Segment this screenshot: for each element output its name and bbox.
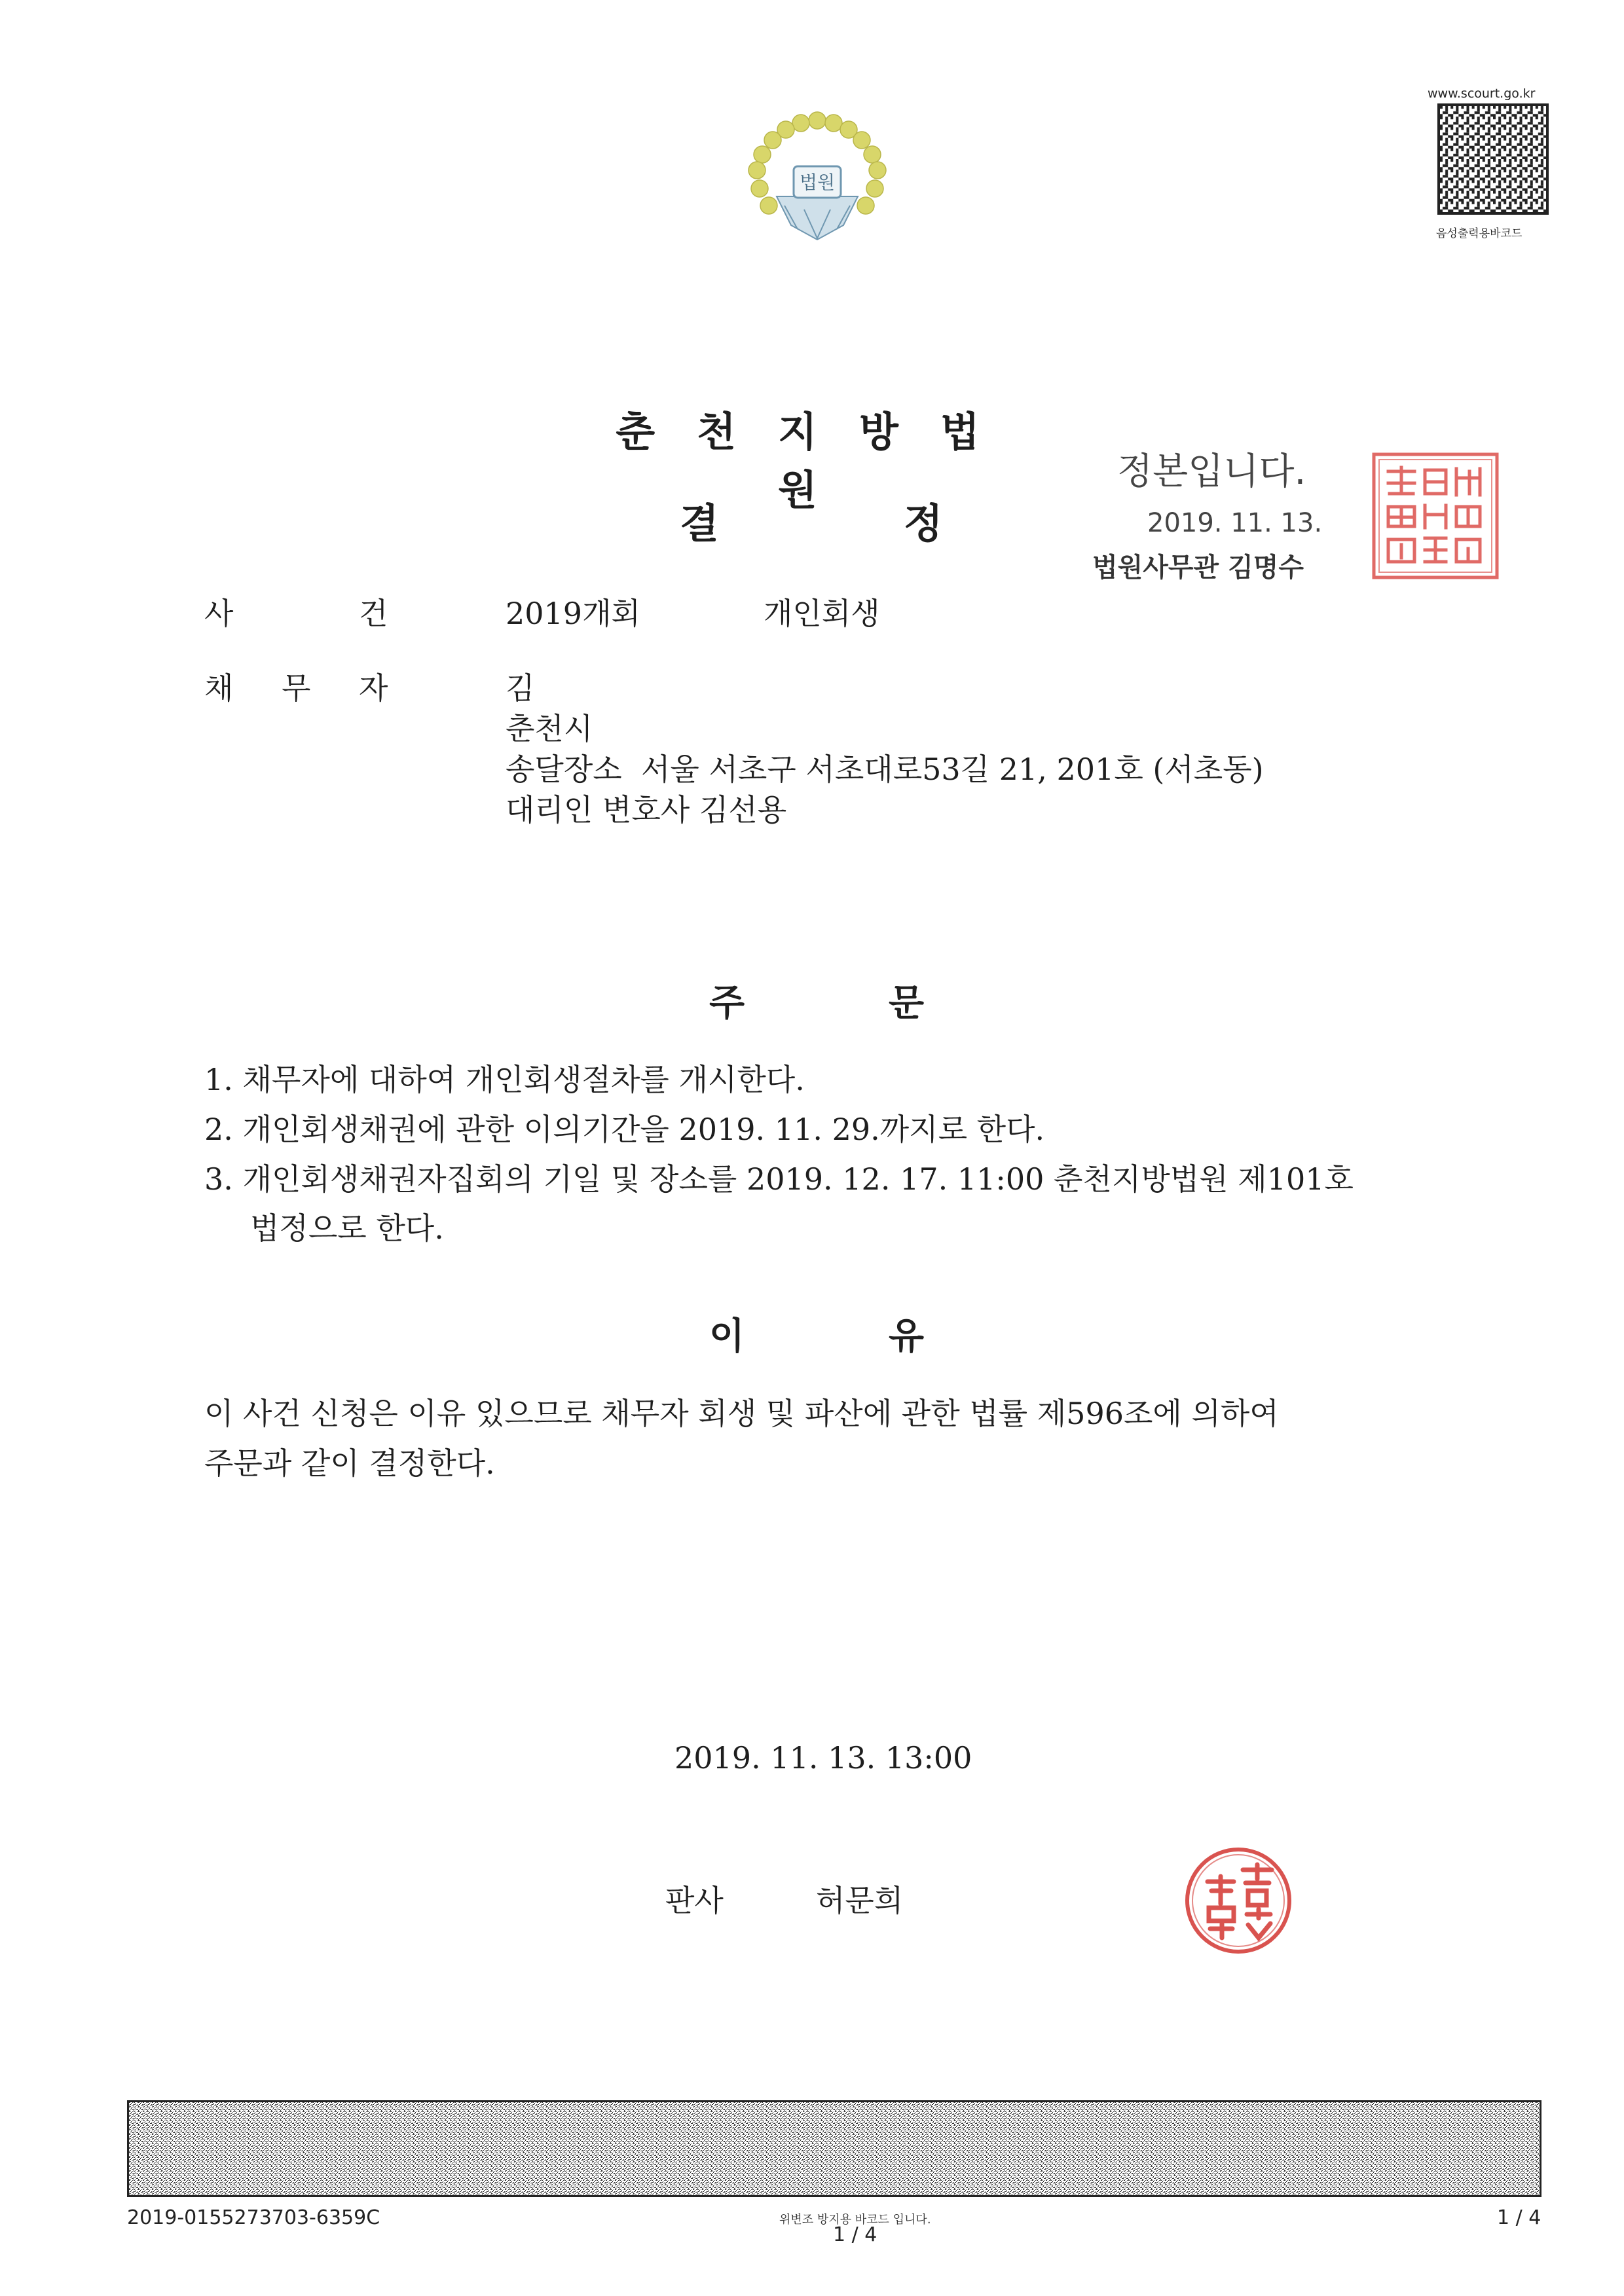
court-name: 춘천지방법원 — [616, 408, 1022, 514]
case-label-char-2: 건 — [359, 596, 388, 631]
court-officer: 법원사무관 김명수 — [1092, 553, 1304, 583]
case-label-char-1: 사 — [204, 596, 234, 631]
certified-copy-date: 2019. 11. 13. — [1147, 508, 1323, 538]
order-heading-char-1: 주 — [709, 982, 745, 1025]
debtor-address: 춘천시 — [506, 711, 593, 746]
case-number: 2019개회 — [506, 596, 640, 631]
case-name: 개인회생 — [764, 596, 880, 631]
judge-name: 허문희 — [816, 1883, 904, 1918]
case-label — [204, 596, 388, 631]
document-title — [680, 491, 943, 549]
anti-forgery-barcode — [127, 2100, 1541, 2197]
page-number-center: 1 / 4 — [833, 2223, 877, 2246]
document-id: 2019-0155273703-6359C — [127, 2206, 380, 2229]
order-item-3-continued: 법정으로 한다. — [250, 1211, 444, 1246]
reason-line-1: 이 사건 신청은 이유 있으므로 채무자 회생 및 파산에 관한 법률 제596조에 의하여 — [204, 1396, 1279, 1431]
document-title-char-1: 결 — [680, 500, 719, 547]
court-seal-icon — [1371, 452, 1500, 580]
qr-caption: 음성출력용바코드 — [1436, 227, 1522, 240]
order-item-2: 2. 개인회생채권에 관한 이의기간을 2019. 11. 29.까지로 한다. — [204, 1112, 1045, 1147]
reason-heading-char-1: 이 — [709, 1315, 745, 1358]
order-heading-char-2: 문 — [889, 982, 925, 1025]
decision-datetime: 2019. 11. 13. 13:00 — [674, 1740, 972, 1776]
debtor-name: 김 — [506, 670, 535, 706]
debtor-label-char-1: 채 — [204, 670, 234, 706]
debtor-label-char-3: 자 — [359, 670, 388, 706]
barcode-pattern-icon — [129, 2102, 1540, 2195]
debtor-delivery-address: 송달장소 서울 서초구 서초대로53길 21, 201호 (서초동) — [506, 752, 1264, 787]
order-item-1: 1. 채무자에 대하여 개인회생절차를 개시한다. — [204, 1062, 805, 1097]
page-number-right: 1 / 4 — [1497, 2206, 1541, 2229]
judge-seal-icon — [1183, 1845, 1294, 1956]
anti-forgery-caption: 위변조 방지용 바코드 입니다. — [779, 2213, 931, 2227]
reason-heading-char-2: 유 — [889, 1315, 925, 1358]
debtor-label-char-2: 무 — [282, 670, 311, 706]
judge-title: 판사 — [665, 1883, 724, 1918]
court-emblem-icon — [739, 105, 896, 262]
certified-copy-text: 정본입니다. — [1117, 450, 1306, 493]
order-item-3: 3. 개인회생채권자집회의 기일 및 장소를 2019. 12. 17. 11:00 춘천지방법원 제101호 — [204, 1161, 1354, 1197]
qr-url: www.scourt.go.kr — [1428, 86, 1536, 101]
reason-line-2: 주문과 같이 결정한다. — [204, 1446, 495, 1481]
qr-pattern-icon — [1440, 106, 1546, 212]
document-title-char-2: 정 — [903, 500, 943, 547]
voice-output-barcode — [1437, 103, 1549, 215]
debtor-attorney: 대리인 변호사 김선용 — [506, 792, 787, 828]
svg-text:법원: 법원 — [799, 172, 836, 193]
